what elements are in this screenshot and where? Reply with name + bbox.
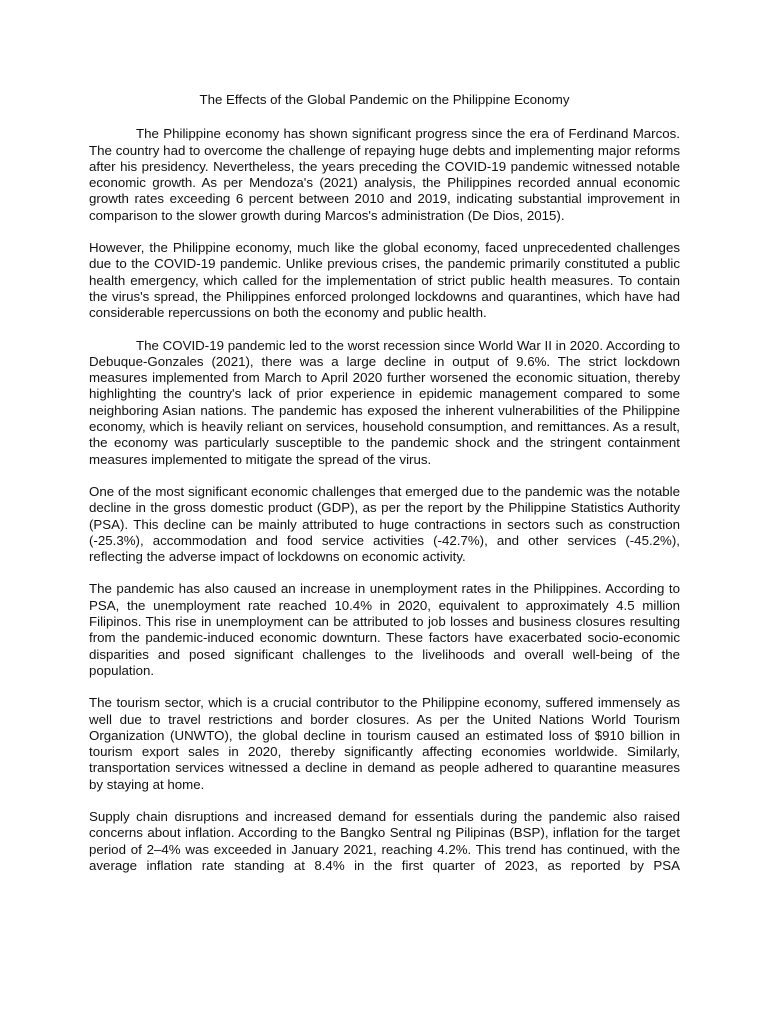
paragraph-recession: The COVID-19 pandemic led to the worst recession since World War II in 2020. According to Debuque-Gonzales (2021), there was a large decline in output of 9.6%. The strict lockdown measures implemented from March to April 2020 further worsened the economic situation, thereby highlighting the country's lack of prior experience in epidemic management compared to some neighboring Asian nations. The pandemic has exposed the inherent vulnerabilities of the Philippine economy, which is heavily reliant on services, household consumption, and remittances. As a result, the economy was particularly susceptible to the pandemic shock and the stringent containment measures implemented to mitigate the spread of the virus. [89,337,680,467]
document-title: The Effects of the Global Pandemic on the Philippine Economy [199,92,570,107]
paragraph-inflation: Supply chain disruptions and increased demand for essentials during the pandemic also raised concerns about inflation. According to the Bangko Sentral ng Pilipinas (BSP), inflation for the target period of 2–4% was exceeded in January 2021, reaching 4.2%. This trend has continued, with the average inflation rate standing at 8.4% in the first quarter of 2023, as reported by PSA [89,808,680,873]
paragraph-gdp-decline: One of the most significant economic challenges that emerged due to the pandemic was the notable decline in the gross domestic product (GDP), as per the report by the Philippine Statistics Authority (PSA). This decline can be mainly attributed to huge contractions in sectors such as construction (-25.3%), accommodation and food service activities (-42.7%), and other services (-45.2%), reflecting the adverse impact of lockdowns on economic activity. [89,483,680,565]
paragraph-tourism: The tourism sector, which is a crucial contributor to the Philippine economy, suffered immensely as well due to travel restrictions and border closures. As per the United Nations World Tourism Organization (UNWTO), the global decline in tourism caused an estimated loss of $910 billion in tourism export sales in 2020, thereby significantly affecting economies worldwide. Similarly, transportation services witnessed a decline in demand as people adhered to quarantine measures by staying at home. [89,695,680,792]
paragraph-covid-challenges: However, the Philippine economy, much like the global economy, faced unprecedented challenges due to the COVID-19 pandemic. Unlike previous crises, the pandemic primarily constituted a public health emergency, which called for the implementation of strict public health measures. To contain the virus's spread, the Philippines enforced prolonged lockdowns and quarantines, which have had considerable repercussions on both the economy and public health. [89,240,680,321]
paragraph-unemployment: The pandemic has also caused an increase in unemployment rates in the Philippines. According to PSA, the unemployment rate reached 10.4% in 2020, equivalent to approximately 4.5 million Filipinos. This rise in unemployment can be attributed to job losses and business closures resulting from the pandemic-induced economic downturn. These factors have exacerbated socio-economic disparities and posed significant challenges to the livelihoods and overall well-being of the population. [89,581,680,678]
paragraph-marcos-era: The Philippine economy has shown significant progress since the era of Ferdinand Marcos. The country had to overcome the challenge of repaying huge debts and implementing major reforms after his presidency. Nevertheless, the years preceding the COVID-19 pandemic witnessed notable economic growth. As per Mendoza's (2021) analysis, the Philippines recorded annual economic growth rates exceeding 6 percent between 2010 and 2019, indicating substantial improvement in comparison to the slower growth during Marcos's administration (De Dios, 2015). [89,126,680,223]
